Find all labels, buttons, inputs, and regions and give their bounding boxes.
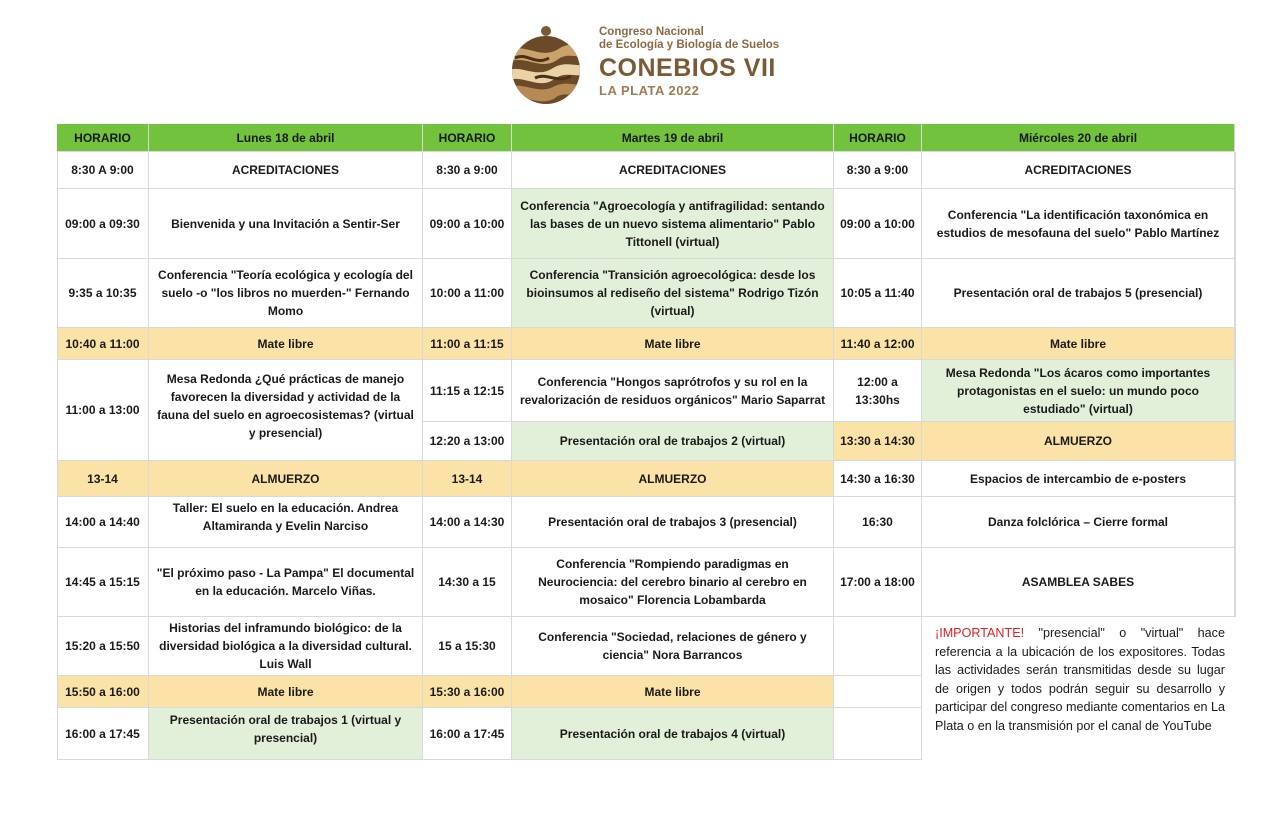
monday-activity: ALMUERZO <box>149 461 423 497</box>
monday-activity: Mate libre <box>149 676 423 708</box>
wednesday-time: 10:05 a 11:40 <box>834 259 922 328</box>
monday-time: 13-14 <box>57 461 149 497</box>
tuesday-activity: Presentación oral de trabajos 2 (virtual) <box>512 422 834 461</box>
brand-city: LA PLATA 2022 <box>599 83 700 98</box>
header-monday: Lunes 18 de abril <box>149 124 423 152</box>
monday-time: 9:35 a 10:35 <box>57 259 149 328</box>
wednesday-time: 8:30 a 9:00 <box>834 152 922 189</box>
monday-activity: Conferencia "Teoría ecológica y ecología del suelo -o "los libros no muerden-" Fernando Momo <box>149 259 423 328</box>
monday-activity: Presentación oral de trabajos 1 (virtual y presencial) <box>149 708 423 760</box>
monday-time: 14:00 a 14:40 <box>57 497 149 548</box>
brand-name: CONEBIOS VII <box>599 54 776 82</box>
tuesday-time: 15 a 15:30 <box>423 617 512 676</box>
tuesday-time: 11:00 a 11:15 <box>423 328 512 360</box>
tuesday-time: 14:30 a 15 <box>423 548 512 617</box>
monday-time: 14:45 a 15:15 <box>57 548 149 617</box>
wednesday-time: 13:30 a 14:30 <box>834 422 922 461</box>
wednesday-activity: ACREDITACIONES <box>922 152 1235 189</box>
tuesday-time: 8:30 a 9:00 <box>423 152 512 189</box>
wednesday-empty-cell <box>834 676 922 708</box>
tuesday-activity: ACREDITACIONES <box>512 152 834 189</box>
tuesday-time: 13-14 <box>423 461 512 497</box>
wednesday-empty-cell <box>834 617 922 676</box>
tuesday-time: 09:00 a 10:00 <box>423 189 512 259</box>
tuesday-activity: Presentación oral de trabajos 3 (presencial) <box>512 497 834 548</box>
tuesday-activity: Mate libre <box>512 328 834 360</box>
wednesday-activity: Espacios de intercambio de e-posters <box>922 461 1235 497</box>
monday-time: 8:30 A 9:00 <box>57 152 149 189</box>
wednesday-activity: Mate libre <box>922 328 1235 360</box>
monday-time: 09:00 a 09:30 <box>57 189 149 259</box>
wednesday-activity: ALMUERZO <box>922 422 1235 461</box>
brand-line-2: de Ecología y Biología de Suelos <box>599 39 780 51</box>
important-label: ¡IMPORTANTE! <box>935 626 1025 640</box>
wednesday-time: 14:30 a 16:30 <box>834 461 922 497</box>
brand-line-1: Congreso Nacional <box>599 26 704 38</box>
tuesday-activity: Conferencia "Rompiendo paradigmas en Neurociencia: del cerebro binario al cerebro en mosaico" Florencia Lobambarda <box>512 548 834 617</box>
table-left-border <box>57 152 58 760</box>
brand-text <box>599 26 779 98</box>
tuesday-time: 10:00 a 11:00 <box>423 259 512 328</box>
table-right-border <box>1235 152 1236 617</box>
monday-time: 15:20 a 15:50 <box>57 617 149 676</box>
wednesday-time: 09:00 a 10:00 <box>834 189 922 259</box>
header-tuesday: Martes 19 de abril <box>512 124 834 152</box>
header-horario-1: HORARIO <box>57 124 149 152</box>
important-text: "presencial" o "virtual" hace referencia a la ubicación de los expositores. Todas las actividades serán transmitidas desde su lugar de origen y todos podrán seguir su desarrollo y participar del congreso mediante comentarios en La Plata o en la transmisión por el canal de YouTube <box>935 626 1225 733</box>
tuesday-activity: Conferencia "Agroecología y antifragilidad: sentando las bases de un nuevo sistema alimentario" Pablo Tittonell (virtual) <box>512 189 834 259</box>
tuesday-activity: Conferencia "Sociedad, relaciones de género y ciencia" Nora Barrancos <box>512 617 834 676</box>
monday-activity: ACREDITACIONES <box>149 152 423 189</box>
monday-activity: "El próximo paso - La Pampa" El documental en la educación. Marcelo Viñas. <box>149 548 423 617</box>
wednesday-time: 11:40 a 12:00 <box>834 328 922 360</box>
monday-activity: Bienvenida y una Invitación a Sentir-Ser <box>149 189 423 259</box>
tuesday-activity: Conferencia "Transición agroecológica: desde los bioinsumos al rediseño del sistema" Rodrigo Tizón (virtual) <box>512 259 834 328</box>
wednesday-activity: ASAMBLEA SABES <box>922 548 1235 617</box>
tuesday-activity: ALMUERZO <box>512 461 834 497</box>
monday-activity: Mate libre <box>149 328 423 360</box>
monday-time: 10:40 a 11:00 <box>57 328 149 360</box>
tuesday-activity: Mate libre <box>512 676 834 708</box>
header-horario-2: HORARIO <box>423 124 512 152</box>
wednesday-activity: Danza folclórica – Cierre formal <box>922 497 1235 548</box>
conference-header <box>505 22 785 104</box>
header-horario-3: HORARIO <box>834 124 922 152</box>
wednesday-empty-cell <box>834 708 922 760</box>
monday-activity: Mesa Redonda ¿Qué prácticas de manejo favorecen la diversidad y actividad de la fauna del suelo en agroecosistemas? (virtual y presencial) <box>149 360 423 461</box>
monday-activity: Historias del inframundo biológico: de la diversidad biológica a la diversidad cultural. Luis Wall <box>149 617 423 676</box>
monday-time: 16:00 a 17:45 <box>57 708 149 760</box>
wednesday-activity: Mesa Redonda "Los ácaros como importantes protagonistas en el suelo: un mundo poco estudiado" (virtual) <box>922 360 1235 422</box>
wednesday-time: 12:00 a 13:30hs <box>834 360 922 422</box>
wednesday-time: 16:30 <box>834 497 922 548</box>
wednesday-activity: Conferencia "La identificación taxonómica en estudios de mesofauna del suelo" Pablo Martínez <box>922 189 1235 259</box>
monday-time: 11:00 a 13:00 <box>57 360 149 461</box>
tuesday-time: 11:15 a 12:15 <box>423 360 512 422</box>
header-wednesday: Miércoles 20 de abril <box>922 124 1235 152</box>
wednesday-time: 17:00 a 18:00 <box>834 548 922 617</box>
tuesday-time: 16:00 a 17:45 <box>423 708 512 760</box>
monday-activity: Taller: El suelo en la educación. Andrea Altamiranda y Evelin Narciso <box>149 497 423 548</box>
monday-time: 15:50 a 16:00 <box>57 676 149 708</box>
tuesday-activity: Conferencia "Hongos saprótrofos y su rol en la revalorización de residuos orgánicos" Mario Saparrat <box>512 360 834 422</box>
tuesday-time: 15:30 a 16:00 <box>423 676 512 708</box>
tuesday-activity: Presentación oral de trabajos 4 (virtual) <box>512 708 834 760</box>
tuesday-time: 12:20 a 13:00 <box>423 422 512 461</box>
important-note <box>935 624 1225 735</box>
tuesday-time: 14:00 a 14:30 <box>423 497 512 548</box>
soil-layers-logo-icon <box>505 22 587 104</box>
wednesday-activity: Presentación oral de trabajos 5 (presencial) <box>922 259 1235 328</box>
